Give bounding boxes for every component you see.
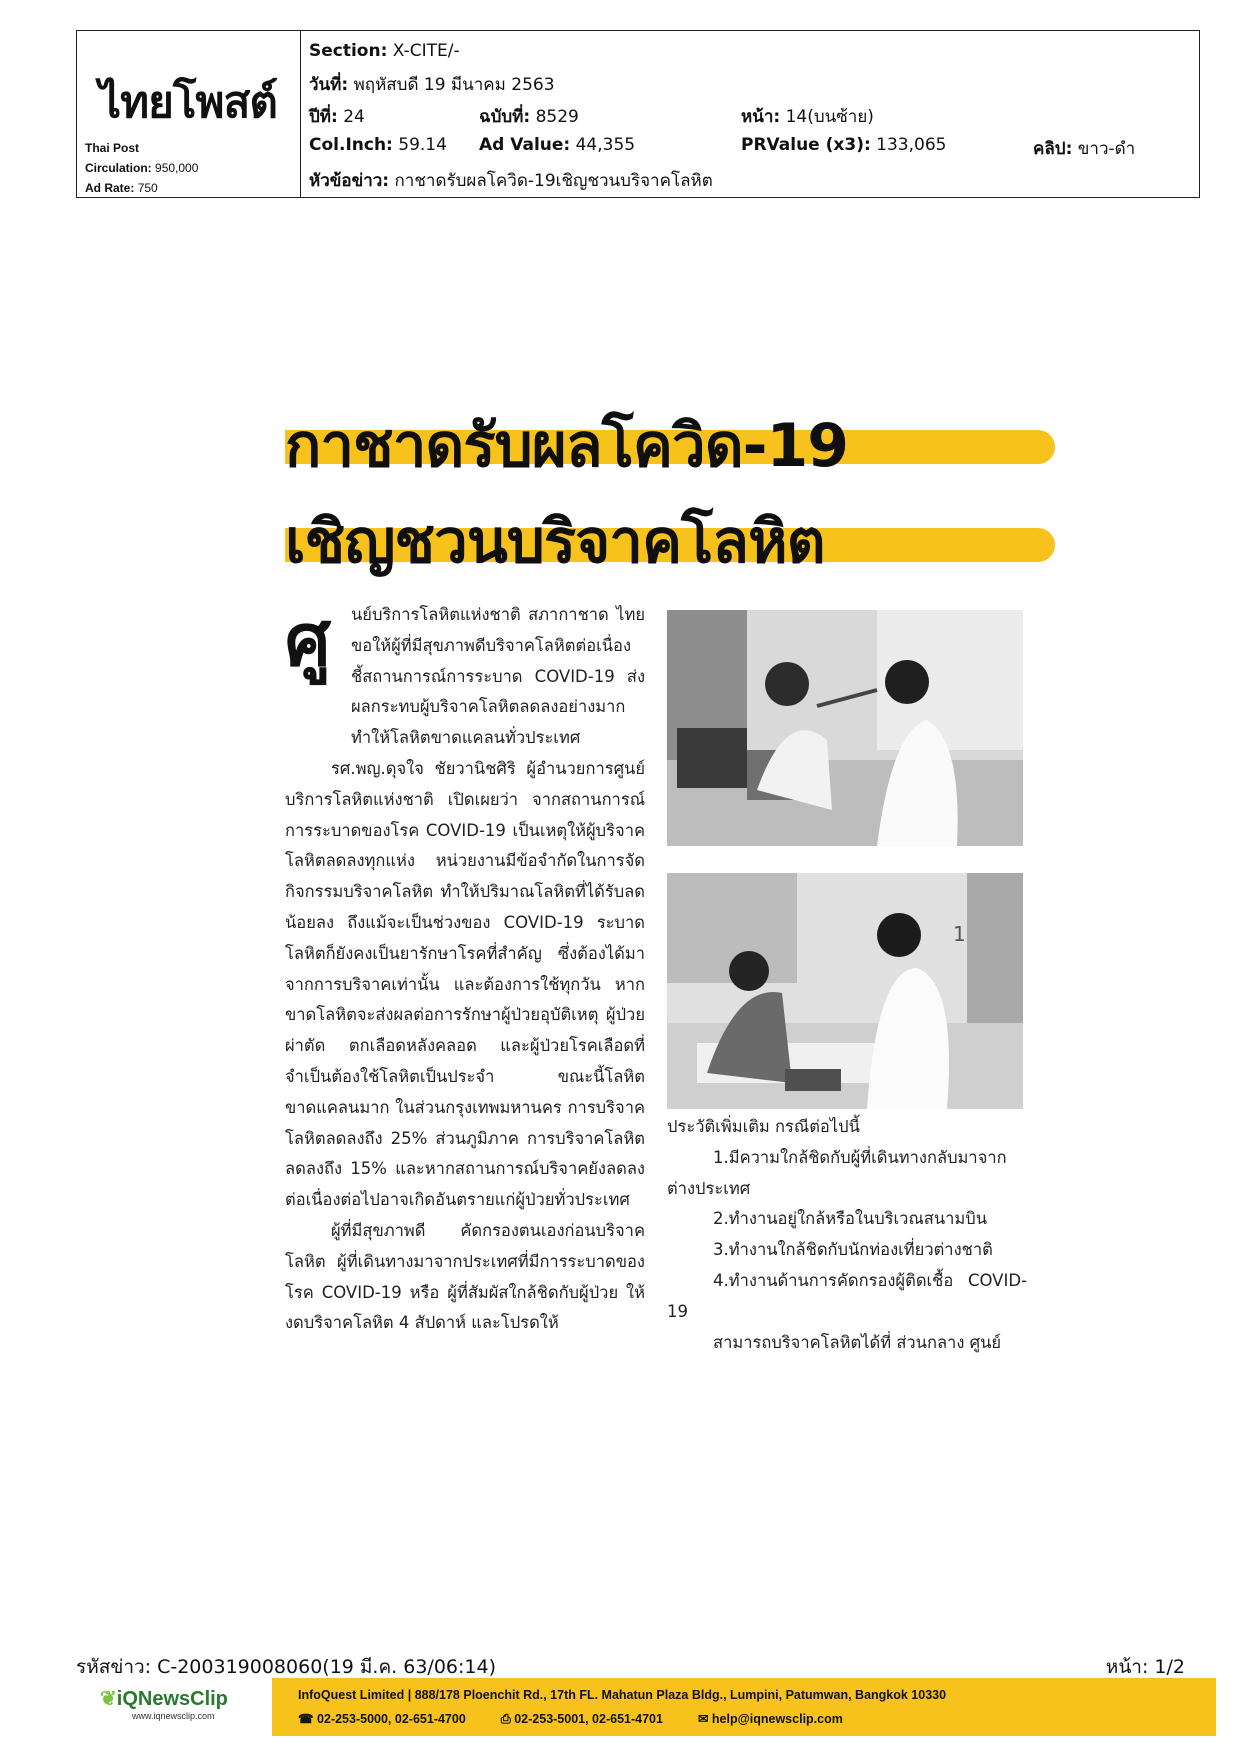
paragraph-screening: ผู้ที่มีสุขภาพดี คัดกรองตนเองก่อนบริจาคโลหิต ผู้ที่เดินทางมาจากประเทศที่มีการระบาดของโรค COVID-19 หรือ ผู้ที่สัมผัสใกล้ชิดกับผู้ป่วย ให้งดบริจาคโลหิต 4 สัปดาห์ และโปรดให้ (285, 1220, 645, 1333)
ad-rate: Ad Rate: 750 (85, 181, 158, 195)
phone-number: ☎ 02-253-5000, 02-651-4700 (298, 1712, 466, 1726)
contact-line (298, 1711, 843, 1727)
page-number: หน้า: 14(บนซ้าย) (741, 107, 874, 127)
date: วันที่: พฤหัสบดี 19 มีนาคม 2563 (309, 75, 555, 95)
clip-type: คลิป: ขาว-ดำ (1033, 139, 1136, 159)
footer-page-number: หน้า: 1/2 (1105, 1656, 1185, 1678)
publication-logo: ไทยโพสต์ (99, 77, 277, 128)
list-item: 2.ทำงานอยู่ใกล้หรือในบริเวณสนามบิน (713, 1209, 987, 1229)
photo-blood-screening (667, 873, 1023, 1109)
news-code: รหัสข่าว: C-200319008060(19 มี.ค. 63/06:14) (76, 1656, 497, 1678)
headline (285, 398, 1055, 584)
paragraph-director: รศ.พญ.ดุจใจ ชัยวานิชศิริ ผู้อำนวยการศูนย์บริการโลหิตแห่งชาติ เปิดเผยว่า จากสถานการณ์การระบาดของโรค COVID-19 เป็นเหตุให้ผู้บริจาคโลหิตลดลงทุกแห่ง หน่วยงานมีข้อจำกัดในการจัดกิจกรรมบริจาคโลหิต ทำให้ปริมาณโลหิตที่ได้รับลดน้อยลง ถึงแม้จะเป็นช่วงของ COVID-19 ระบาด โลหิตก็ยังคงเป็นยารักษาโรคที่สำคัญ ซึ่งต้องได้มาจากการบริจาคเท่านั้น และต้องการใช้ทุกวัน หากขาดโลหิตจะส่งผลต่อการรักษาผู้ป่วยอุบัติเหตุ ผู้ป่วยผ่าตัด ตกเลือดหลังคลอด และผู้ป่วยโรคเลือดที่จำเป็นต้องใช้โลหิตเป็นประจำ ขณะนี้โลหิตขาดแคลนมาก ในส่วนกรุงเทพมหานคร การบริจาคโลหิตลดลงถึง 25% ส่วนภูมิภาค การบริจาคโลหิตลดลงถึง 15% และหากสถานการณ์บริจาคยังลดลงต่อเนื่องต่อไปอาจเกิดอันตรายแก่ผู้ป่วยทั่วประเทศ (285, 758, 645, 1210)
issue: ฉบับที่: 8529 (479, 107, 579, 127)
circulation: Circulation: 950,000 (85, 161, 199, 175)
publication-name: Thai Post (85, 141, 140, 155)
ad-value: Ad Value: 44,355 (479, 135, 636, 155)
topic: หัวข้อข่าว: กาชาดรับผลโควิด-19เชิญชวนบริจาคโลหิต (309, 171, 713, 191)
clipping-header (76, 30, 1200, 198)
leaf-icon: ❦ (100, 1688, 117, 1710)
photo-temperature-check (667, 610, 1023, 846)
year: ปีที่: 24 (309, 107, 365, 127)
section: Section: X-CITE/- (309, 41, 460, 61)
article-right-column (667, 1112, 1027, 1358)
list-item: 3.ทำงานใกล้ชิดกับนักท่องเที่ยวต่างชาติ (713, 1240, 993, 1260)
paragraph-location: สามารถบริจาคโลหิตได้ที่ ส่วนกลาง ศูนย์ (713, 1332, 1002, 1352)
article-left-column (285, 600, 645, 1339)
list-item: 4.ทำงานด้านการคัดกรองผู้ติดเชื้อ COVID-19 (667, 1270, 1027, 1321)
headline-line-2: เชิญชวนบริจาคโลหิต (285, 507, 825, 577)
pr-value: PRValue (x3): 133,065 (741, 135, 947, 155)
paragraph-intro: นย์บริการโลหิตแห่งชาติ สภากาชาด ไทย ขอให้ผู้ที่มีสุขภาพดีบริจาคโลหิตต่อเนื่อง ชี้สถานการณ์การระบาด COVID-19 ส่งผลกระทบผู้บริจาคโลหิตลดลงอย่างมาก ทำให้โลหิตขาดแคลนทั่วประเทศ (351, 605, 645, 748)
publication-logo-cell (77, 31, 301, 197)
paragraph-history: ประวัติเพิ่มเติม กรณีต่อไปนี้ (667, 1117, 860, 1136)
fax-number: ⎙ 02-253-5001, 02-651-4701 (500, 1712, 663, 1726)
col-inch: Col.Inch: 59.14 (309, 135, 447, 155)
footer-contact-bar (272, 1678, 1216, 1736)
drop-cap: ศู (285, 598, 331, 682)
svg-text:1: 1 (953, 922, 966, 946)
company-address: InfoQuest Limited | 888/178 Ploenchit Rd., 17th FL. Mahatun Plaza Bldg., Lumpini, Patumwan, Bangkok 10330 (298, 1688, 947, 1702)
email-link[interactable]: ✉ help@iqnewsclip.com (697, 1712, 843, 1726)
headline-line-1: กาชาดรับผลโควิด-19 (285, 411, 849, 481)
iqnewsclip-logo: ❦iQNewsClip www.iqnewsclip.com (100, 1688, 228, 1721)
list-item: 1.มีความใกล้ชิดกับผู้ที่เดินทางกลับมาจากต่างประเทศ (667, 1147, 1007, 1198)
clipping-metadata (309, 31, 1199, 197)
